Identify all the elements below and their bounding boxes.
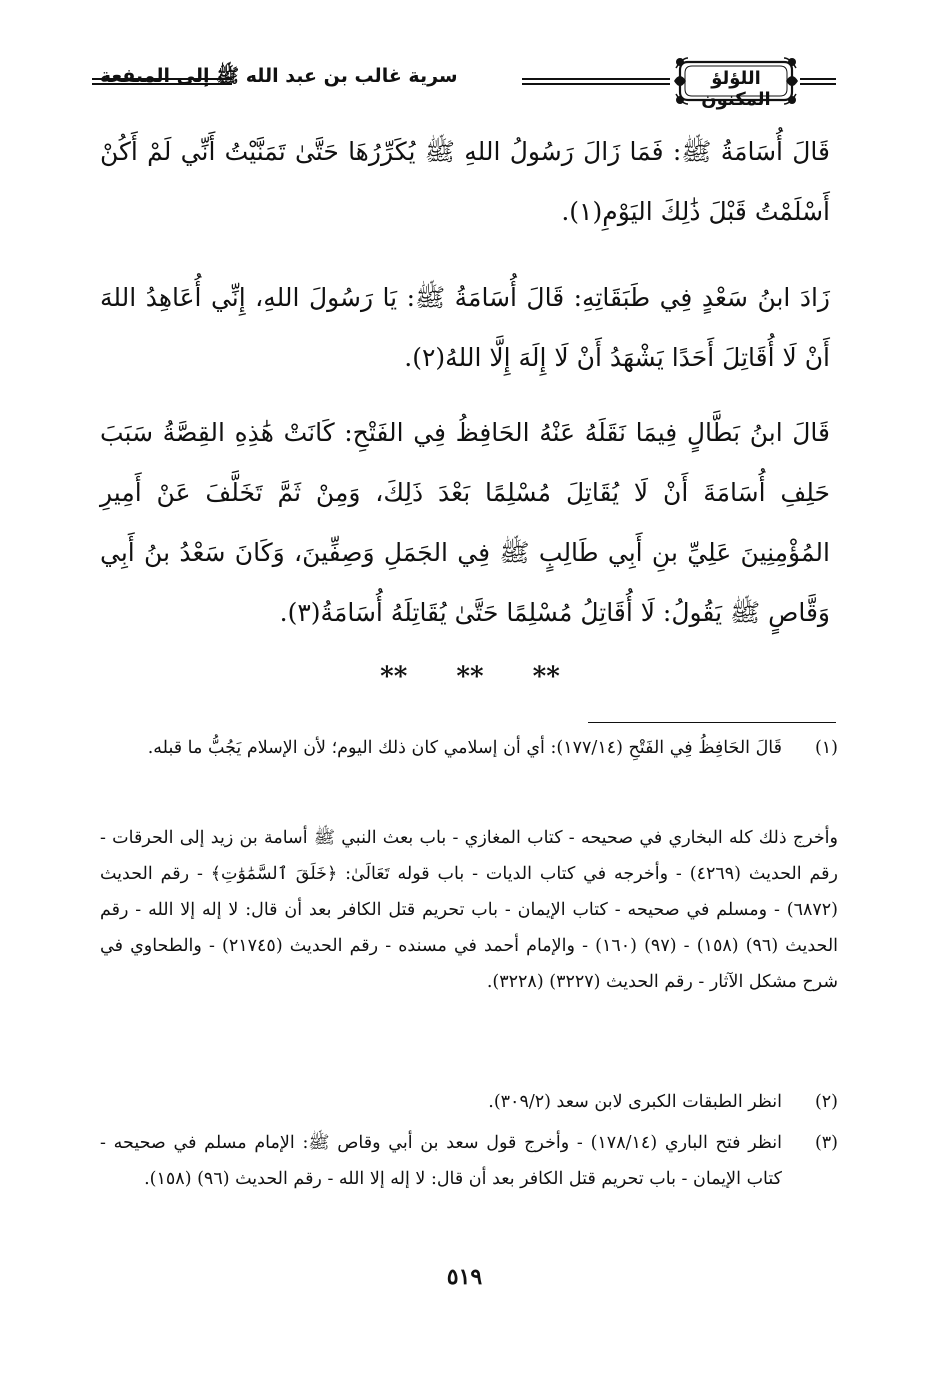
footnote-text: انظر الطبقات الكبرى لابن سعد (٣٠٩/٢). bbox=[488, 1092, 782, 1112]
footnote-divider bbox=[588, 722, 836, 723]
footnote-2 bbox=[100, 1084, 838, 1120]
footnote-number: (٢) bbox=[814, 1092, 838, 1112]
body-paragraph: زَادَ ابنُ سَعْدٍ فِي طَبَقَاتِهِ: قَالَ أُسَامَةُ ﷺ: يَا رَسُولَ اللهِ، إِنِّي أُعَاهِدُ اللهَ أَنْ لَا أُقَاتِلَ أَحَدًا يَشْهَدُ أَنْ لَا إِلَهَ إِلَّا اللهُ(٢). bbox=[100, 283, 830, 372]
footnote-text: انظر فتح الباري (١٧٨/١٤) - وأخرج قول سعد بن أبي وقاص ﷺ: الإمام مسلم في صحيحه - كتاب الإيمان - باب تحريم قتل الكافر بعد أن قال: لا إله إلا الله - رقم الحديث (٩٦) (١٥٨). bbox=[100, 1133, 782, 1189]
footnote-text: وأخرج ذلك كله البخاري في صحيحه - كتاب المغازي - باب بعث النبي ﷺ أسامة بن زيد إلى الحرقات - رقم الحديث (٤٢٦٩) - وأخرجه في كتاب الديات - باب قوله تَعَالَىٰ: ﴿خَلَقَ ٱلسَّمَٰوَٰتِ﴾ - رقم الحديث (٦٨٧٢) - ومسلم في صحيحه - كتاب الإيمان - باب تحريم قتل الكافر بعد أن قال: لا إله إلا الله - رقم الحديث (٩٦) (١٥٨) - (٩٧) (١٦٠) - والإمام أحمد في مسنده - رقم الحديث (٢١٧٤٥) - والطحاوي في شرح مشكل الآثار - رقم الحديث (٣٢٢٧) (٣٢٢٨). bbox=[100, 828, 839, 992]
header-rule bbox=[522, 83, 670, 85]
footnote-3 bbox=[100, 1125, 838, 1197]
body-paragraph: قَالَ أُسَامَةُ ﷺ: فَمَا زَالَ رَسُولُ اللهِ ﷺ يُكَرِّرُهَا حَتَّىٰ تَمَنَّيْتُ أَنِّي لَمْ أَكُنْ أَسْلَمْتُ قَبْلَ ذَٰلِكَ اليَوْمِ(١). bbox=[100, 137, 830, 226]
section-separator: ** ** ** bbox=[380, 662, 560, 692]
footnote-number: (١) bbox=[814, 738, 838, 758]
header-rule bbox=[800, 78, 836, 80]
body-paragraph: قَالَ ابنُ بَطَّالٍ فِيمَا نَقَلَهُ عَنْهُ الحَافِظُ فِي الفَتْحِ: كَانَتْ هَٰذِهِ القِصَّةُ سَبَبَ حَلِفِ أُسَامَةَ أَنْ لَا يُقَاتِلَ مُسْلِمًا بَعْدَ ذَلِكَ، وَمِنْ ثَمَّ تَخَلَّفَ عَنْ أَمِيرِ المُؤْمِنِينَ عَلِيِّ بنِ أَبِي طَالِبٍ ﷺ فِي الجَمَلِ وَصِفِّينَ، وَكَانَ سَعْدُ بنُ أَبِي وَقَّاصٍ ﷺ يَقُولُ: لَا أُقَاتِلُ مُسْلِمًا حَتَّىٰ يُقَاتِلَهُ أُسَامَةُ(٣). bbox=[100, 418, 830, 627]
footnote-1-continuation bbox=[100, 820, 838, 1000]
header-rule bbox=[800, 83, 836, 85]
chapter-title: سرية غالب بن عبد الله ﷺ إلى الميفعة bbox=[100, 65, 458, 87]
book-title-frame bbox=[674, 56, 798, 110]
book-title: اللؤلؤ المكنون bbox=[701, 68, 771, 110]
running-header bbox=[92, 52, 836, 116]
footnote-text: قَالَ الحَافِظُ فِي الفَتْحِ (١٧٧/١٤): أي أن إسلامي كان ذلك اليوم؛ لأن الإسلام يَجُبُّ ما قبله. bbox=[147, 738, 782, 758]
page-number: ٥١٩ bbox=[446, 1264, 483, 1290]
footnote-1 bbox=[100, 730, 838, 766]
footnote-number: (٣) bbox=[814, 1133, 838, 1153]
header-rule bbox=[522, 78, 670, 80]
